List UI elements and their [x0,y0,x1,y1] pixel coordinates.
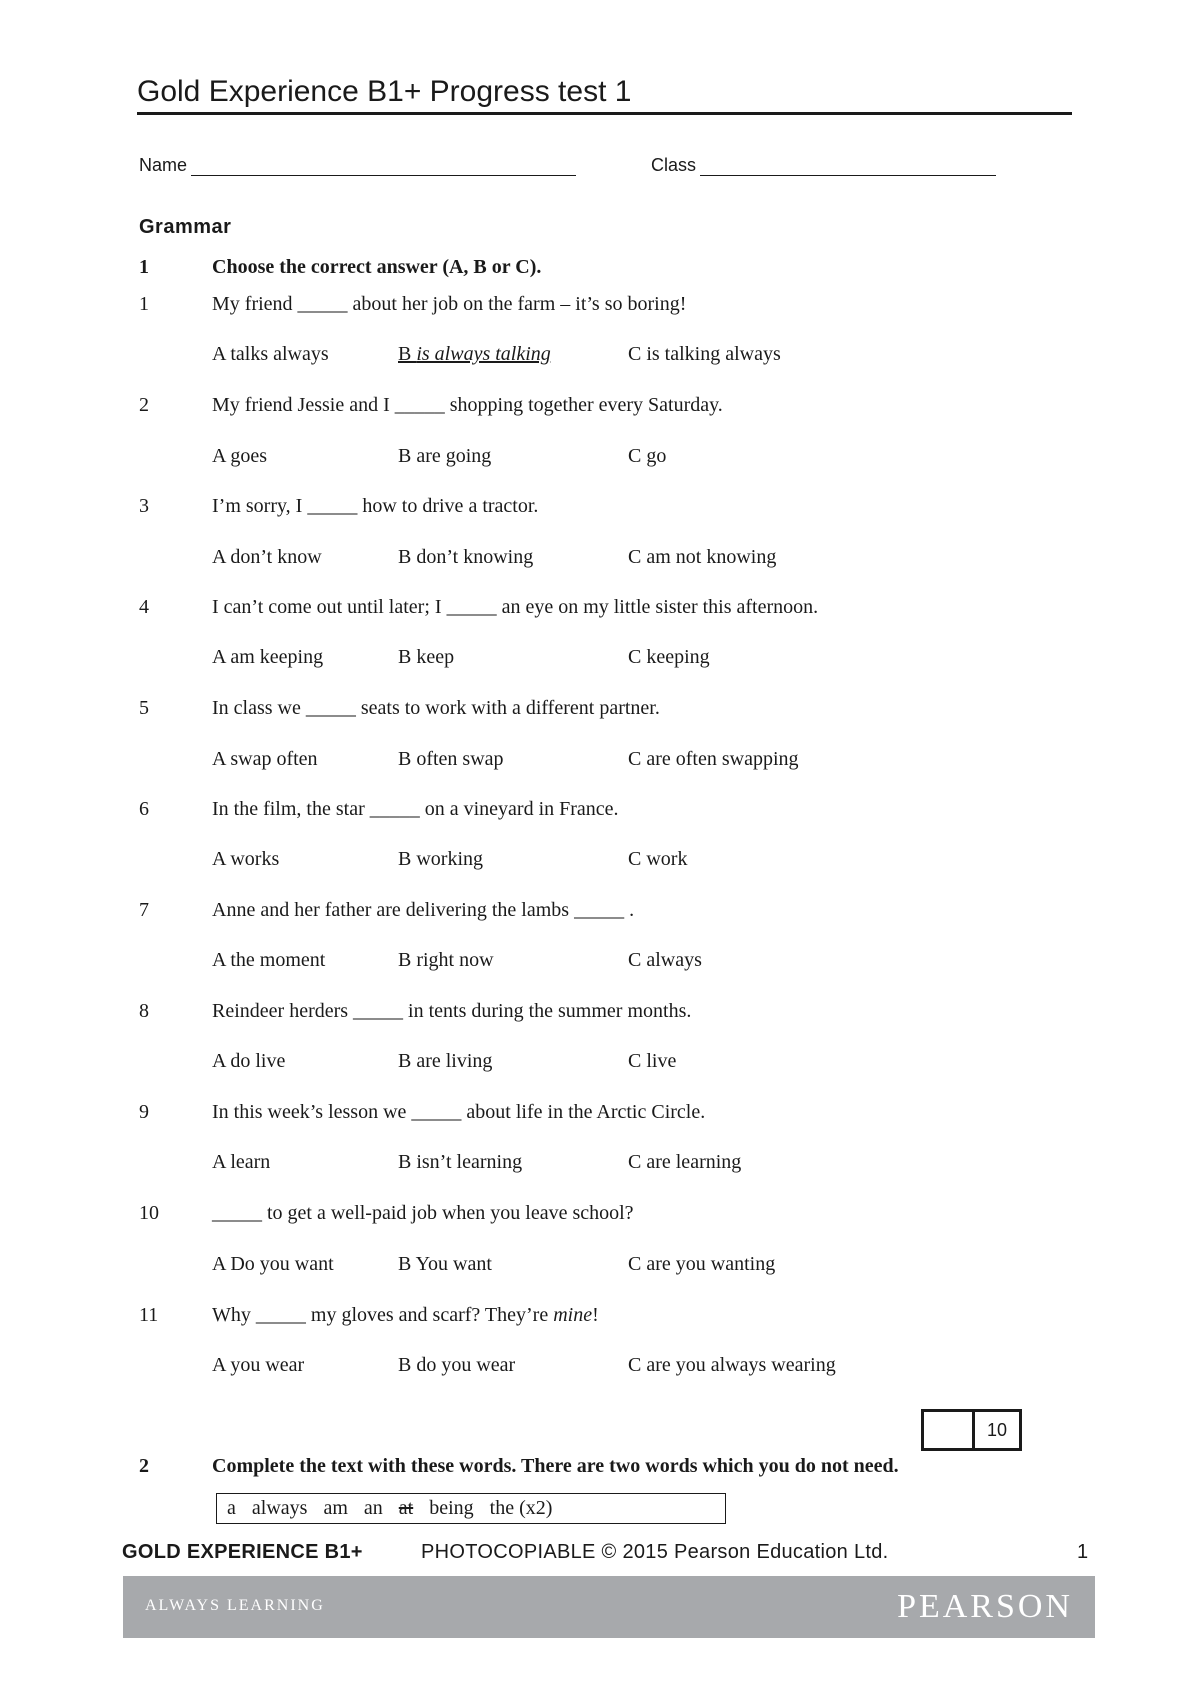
word-item-struck: at [398,1497,414,1519]
option-b[interactable]: B isn’t learning [398,1151,523,1173]
option-a[interactable]: A don’t know [212,546,322,568]
option-c[interactable]: C are often swapping [628,748,799,770]
question-number: 2 [139,394,149,416]
exercise-number: 2 [139,1455,149,1477]
option-c[interactable]: C always [628,949,702,971]
option-a[interactable]: A works [212,848,280,870]
option-b[interactable]: B is always talking [398,343,551,365]
question-number: 4 [139,596,149,618]
question-text: _____ to get a well-paid job when you leave school? [212,1202,634,1224]
word-item: the (x2) [489,1497,553,1519]
publisher-bar [123,1576,1095,1638]
answer-blank[interactable]: _____ [353,1000,404,1022]
answer-blank[interactable]: _____ [369,798,420,820]
option-b[interactable]: B are living [398,1050,493,1072]
option-b[interactable]: B right now [398,949,494,971]
page-title [137,72,1072,115]
score-total: 10 [986,1419,1008,1440]
option-c[interactable]: C are you always wearing [628,1354,836,1376]
question-text: In class we _____ seats to work with a different partner. [212,697,660,719]
class-field [651,155,996,176]
exercise-instruction: Complete the text with these words. There are two words which you do not need. [212,1455,899,1477]
option-a[interactable]: A goes [212,445,267,467]
option-c[interactable]: C is talking always [628,343,781,365]
title-text: Gold Experience B1+ Progress test 1 [137,75,632,108]
question-number: 3 [139,495,149,517]
exercise-instruction: Choose the correct answer (A, B or C). [212,256,542,278]
score-box [921,1409,1022,1451]
option-a[interactable]: A swap often [212,748,318,770]
option-b[interactable]: B You want [398,1253,492,1275]
question-number: 10 [139,1202,159,1224]
question-number: 6 [139,798,149,820]
question-text: I can’t come out until later; I _____ an eye on my little sister this afternoon. [212,596,819,618]
question-text: Reindeer herders _____ in tents during the summer months. [212,1000,692,1022]
page-footer [0,1541,1200,1569]
option-c[interactable]: C go [628,445,667,467]
question-text: In the film, the star _____ on a vineyard in France. [212,798,619,820]
option-c[interactable]: C are you wanting [628,1253,776,1275]
page-number: 1 [1077,1541,1089,1563]
option-c[interactable]: C are learning [628,1151,742,1173]
option-b[interactable]: B keep [398,646,455,668]
answer-blank[interactable]: _____ [394,394,445,416]
option-c[interactable]: C live [628,1050,677,1072]
question-text: My friend _____ about her job on the farm – it’s so boring! [212,293,687,315]
word-item: am [323,1497,348,1519]
answer-blank[interactable]: _____ [307,495,358,517]
tagline: ALWAYS LEARNING [145,1597,325,1614]
question-number: 8 [139,1000,149,1022]
question-number: 9 [139,1101,149,1123]
option-a[interactable]: A you wear [212,1354,305,1376]
option-a[interactable]: A am keeping [212,646,324,668]
question-number: 5 [139,697,149,719]
question-text: Why _____ my gloves and scarf? They’re mine! [212,1304,599,1326]
score-input-cell[interactable] [924,1412,975,1448]
question-number: 7 [139,899,149,921]
class-label: Class [651,155,697,175]
publisher-logo: PEARSON [897,1588,1073,1625]
option-a[interactable]: A do live [212,1050,286,1072]
word-box [216,1493,726,1524]
footer-brand: GOLD EXPERIENCE B1+ [122,1541,363,1563]
word-item: being [429,1497,474,1519]
name-label: Name [139,155,188,175]
answer-blank[interactable]: _____ [305,697,356,719]
option-c[interactable]: C keeping [628,646,710,668]
option-b[interactable]: B working [398,848,483,870]
word-item: a [227,1497,236,1519]
question-text: My friend Jessie and I _____ shopping together every Saturday. [212,394,723,416]
answer-blank[interactable]: _____ [411,1101,462,1123]
option-a[interactable]: A the moment [212,949,326,971]
name-line[interactable] [191,157,576,176]
option-b[interactable]: B are going [398,445,492,467]
option-c[interactable]: C am not knowing [628,546,777,568]
option-b[interactable]: B often swap [398,748,504,770]
question-number: 11 [139,1304,159,1326]
question-text: In this week’s lesson we _____ about life in the Arctic Circle. [212,1101,706,1123]
section-heading: Grammar [139,216,232,238]
answer-blank[interactable]: _____ [574,899,625,921]
answer-blank[interactable]: _____ [297,293,348,315]
question-number: 1 [139,293,149,315]
word-item: an [363,1497,383,1519]
answer-blank[interactable]: _____ [255,1304,306,1326]
word-item: always [251,1497,308,1519]
option-a[interactable]: A talks always [212,343,329,365]
question-text: Anne and her father are delivering the lambs _____ . [212,899,635,921]
option-a[interactable]: A learn [212,1151,271,1173]
answer-blank[interactable]: _____ [446,596,497,618]
option-a[interactable]: A Do you want [212,1253,334,1275]
name-field [139,155,576,176]
option-c[interactable]: C work [628,848,688,870]
question-text: I’m sorry, I _____ how to drive a tractor. [212,495,539,517]
option-b[interactable]: B don’t knowing [398,546,534,568]
option-b[interactable]: B do you wear [398,1354,516,1376]
answer-blank[interactable]: _____ [212,1202,262,1224]
exercise-number: 1 [139,256,149,278]
footer-copyright: PHOTOCOPIABLE © 2015 Pearson Education Ltd. [421,1541,889,1563]
class-line[interactable] [700,157,996,176]
